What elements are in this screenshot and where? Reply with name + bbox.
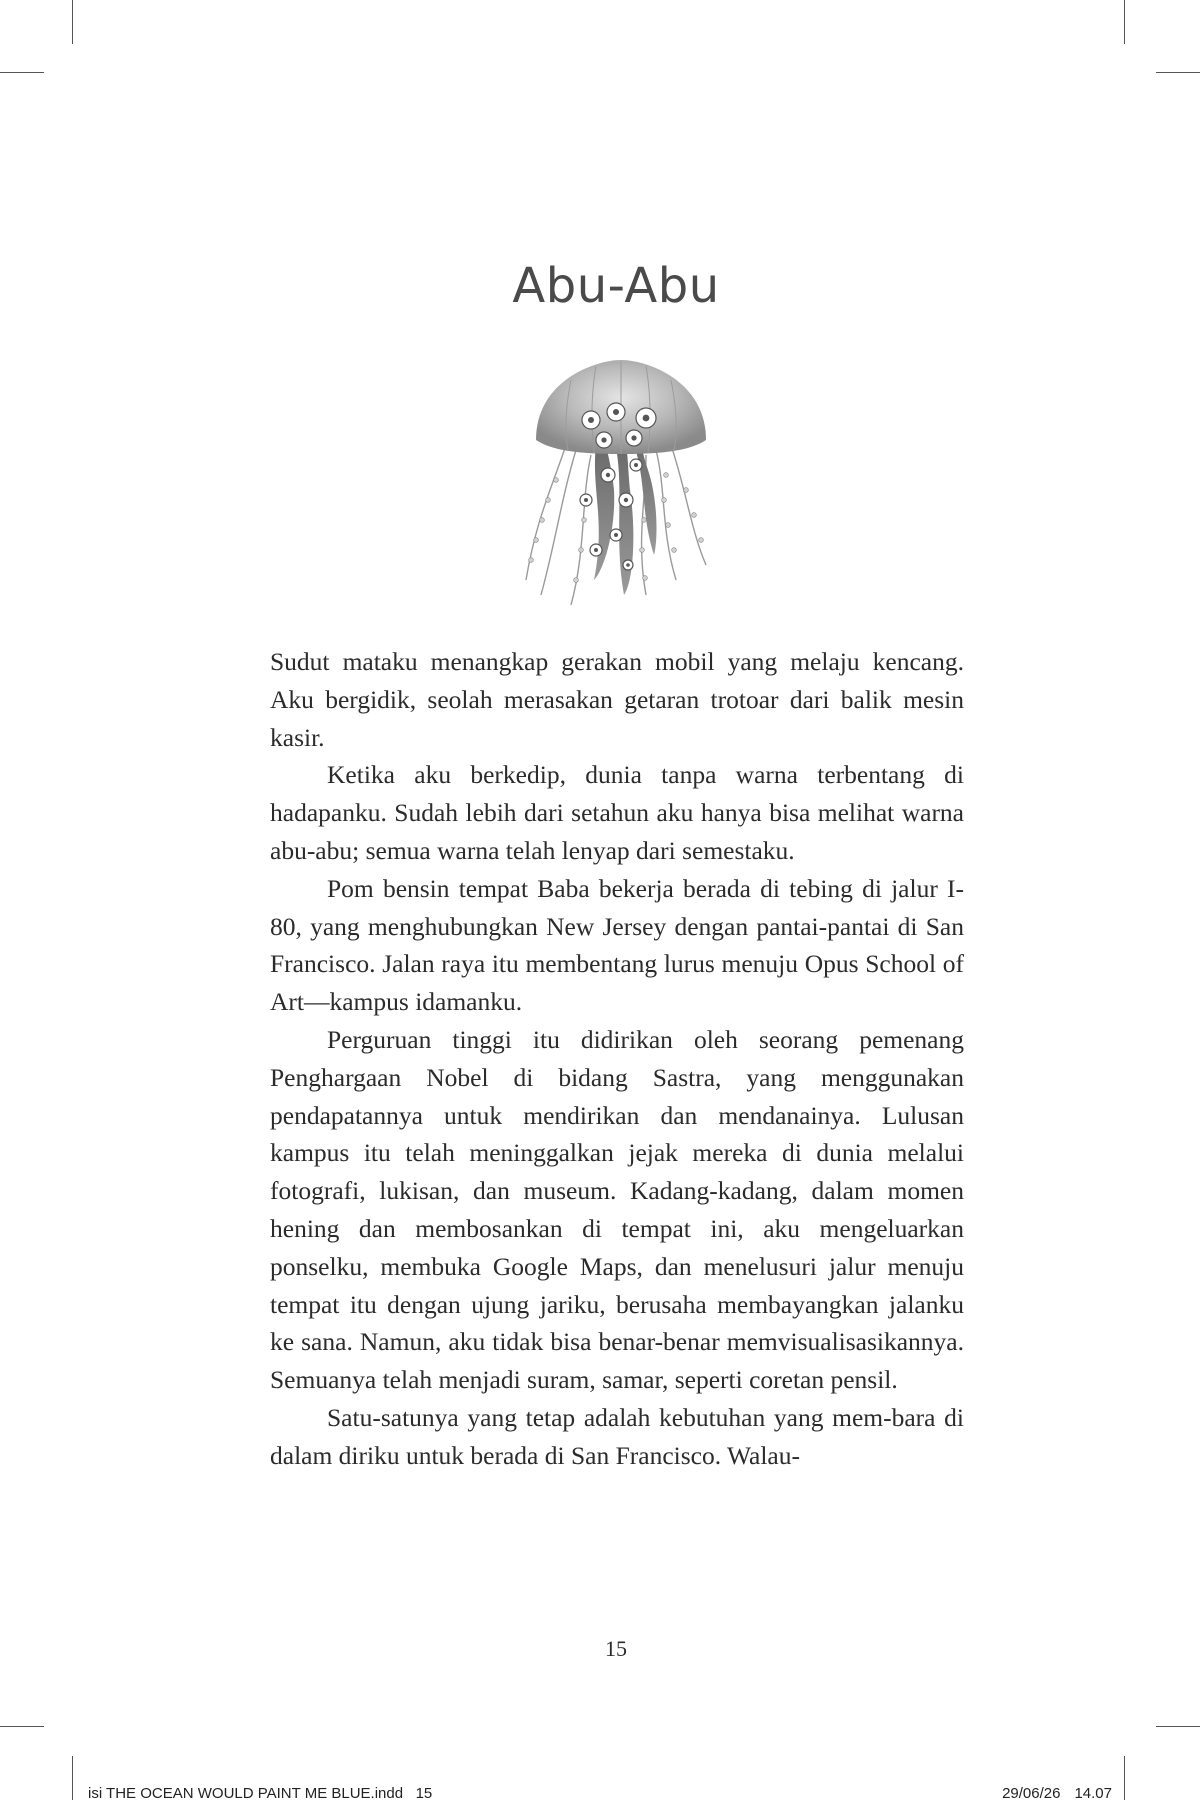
slug-file-name: isi THE OCEAN WOULD PAINT ME BLUE.indd 15 — [88, 1785, 433, 1802]
crop-mark-bottom-left-h — [0, 1726, 44, 1727]
crop-mark-bottom-right — [1124, 1756, 1125, 1800]
slug-timestamp — [1002, 1785, 1112, 1802]
crop-mark-top-left — [72, 0, 73, 44]
chapter-title: Abu-Abu — [512, 258, 720, 314]
page-number: 15 — [605, 1636, 627, 1661]
paragraph-4: Perguruan tinggi itu didirikan oleh seorang pemenang Penghargaan Nobel di bidang Sastra, yang menggunakan pendapatannya untuk mendirikan dan mendanainya. Lulusan kampus itu telah meninggalkan jejak mereka di dunia melalui fotografi, lukisan, dan museum. Kadang-kadang, dalam momen hening dan membosankan di tempat ini, aku mengeluarkan ponselku, membuka Google Maps, dan menelusuri jalur menuju tempat itu dengan ujung jariku, berusaha membayangkan jalanku ke sana. Namun, aku tidak bisa benar-benar memvisualisasikannya. Semuanya telah menjadi suram, samar, seperti coretan pensil. — [270, 1024, 964, 1395]
body-text — [270, 643, 964, 1475]
paragraph-2: Ketika aku berkedip, dunia tanpa warna terbentang di hadapanku. Sudah lebih dari setahun aku hanya bisa melihat warna abu-abu; semua warna telah lenyap dari semestaku. — [270, 760, 964, 865]
paragraph-3: Pom bensin tempat Baba bekerja berada di tebing di jalur I-80, yang menghubungkan New Jersey dengan pantai-pantai di San Francisco. Jalan raya itu membentang lurus menuju Opus School of Art—kampus idamanku. — [270, 873, 964, 1017]
paragraph-5: Satu-satunya yang tetap adalah kebutuhan yang mem-bara di dalam diriku untuk berada di San Francisco. Walau- — [270, 1402, 964, 1470]
crop-mark-bottom-right-h — [1156, 1726, 1200, 1727]
crop-mark-top-right-h — [1156, 72, 1200, 73]
paragraph-1: Sudut mataku menangkap gerakan mobil yang melaju kencang. Aku bergidik, seolah merasakan getaran trotoar dari balik mesin kasir. — [270, 647, 964, 752]
jellyfish-icon — [496, 350, 746, 610]
slug-date: 29/06/26 — [1002, 1785, 1061, 1802]
slug-time: 14.07 — [1074, 1785, 1112, 1802]
crop-mark-top-left-h — [0, 72, 44, 73]
jellyfish-illustration — [496, 350, 746, 610]
crop-mark-bottom-left — [72, 1756, 73, 1800]
crop-mark-top-right — [1124, 0, 1125, 44]
